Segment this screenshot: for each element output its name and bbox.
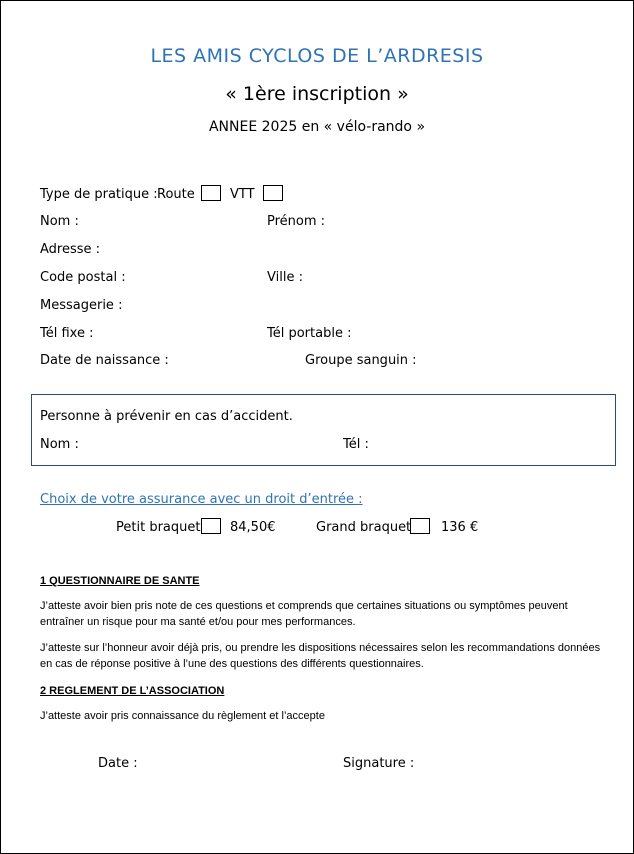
health-paragraph-2: J’atteste sur l’honneur avoir déjà pris, ou prendre les dispositions nécessaires selon les recommandations données en cas de réponse positive à l’une des questions des différents questionnaires. — [40, 642, 601, 670]
prenom-field-label: Prénom : — [267, 214, 326, 229]
messagerie-field-label: Messagerie : — [40, 298, 123, 313]
vtt-checkbox[interactable] — [263, 185, 283, 201]
emergency-contact-box — [31, 394, 616, 466]
health-heading: 1 QUESTIONNAIRE DE SANTE — [40, 575, 200, 587]
date-naissance-field-label: Date de naissance : — [40, 353, 169, 368]
petit-braquet-price: 84,50€ — [230, 520, 276, 535]
emergency-heading: Personne à prévenir en cas d’accident. — [40, 409, 293, 424]
page-title: LES AMIS CYCLOS DE L’ARDRESIS — [150, 45, 484, 67]
date-label: Date : — [98, 756, 138, 771]
health-paragraph-1: J’atteste avoir bien pris note de ces questions et comprends que certaines situations ou symptômes peuvent entraîner un risque pour ma santé et/ou pour mes performances. — [40, 600, 568, 628]
grand-braquet-label: Grand braquet — [316, 520, 412, 535]
tel-fixe-field-label: Tél fixe : — [40, 326, 94, 341]
route-label: Route — [157, 187, 195, 202]
practice-type-label: Type de pratique : — [40, 187, 158, 202]
code-postal-field-label: Code postal : — [40, 270, 126, 285]
nom-field-label: Nom : — [40, 214, 79, 229]
groupe-sanguin-field-label: Groupe sanguin : — [305, 353, 417, 368]
petit-braquet-checkbox[interactable] — [201, 518, 221, 534]
emergency-tel-label: Tél : — [343, 437, 369, 452]
adresse-field-label: Adresse : — [40, 242, 101, 257]
ville-field-label: Ville : — [267, 270, 303, 285]
route-checkbox[interactable] — [201, 185, 221, 201]
insurance-heading: Choix de votre assurance avec un droit d’entrée : — [40, 492, 363, 507]
tel-portable-field-label: Tél portable : — [267, 326, 352, 341]
signature-label: Signature : — [343, 756, 415, 771]
grand-braquet-checkbox[interactable] — [410, 518, 430, 534]
page-subtitle: « 1ère inscription » — [225, 83, 409, 105]
emergency-nom-label: Nom : — [40, 437, 79, 452]
grand-braquet-price: 136 € — [441, 520, 479, 535]
year-line: ANNEE 2025 en « vélo-rando » — [208, 119, 426, 135]
rules-paragraph: J’atteste avoir pris connaissance du règlement et l’accepte — [40, 710, 325, 722]
petit-braquet-label: Petit braquet — [116, 520, 201, 535]
rules-heading: 2 REGLEMENT DE L’ASSOCIATION — [40, 685, 225, 697]
vtt-label: VTT — [230, 187, 255, 202]
